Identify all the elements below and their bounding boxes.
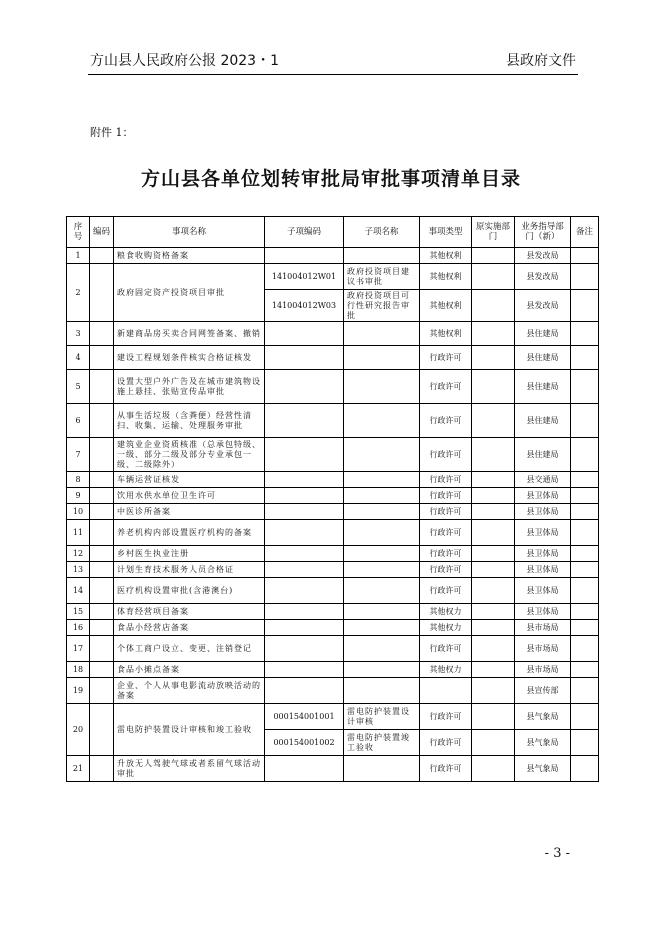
remark <box>571 678 599 704</box>
table-row <box>67 520 599 546</box>
guidance-dept: 县宣传部 <box>515 678 571 704</box>
original-dept <box>472 546 515 562</box>
remark <box>571 520 599 546</box>
item-type: 其他权力 <box>420 604 472 620</box>
original-dept <box>472 404 515 438</box>
row-number: 11 <box>67 520 90 546</box>
row-number: 17 <box>67 636 90 662</box>
sub-item-code <box>265 562 344 578</box>
remark <box>571 704 599 730</box>
table-row <box>67 704 599 730</box>
row-code <box>90 636 114 662</box>
original-dept <box>472 578 515 604</box>
row-number: 20 <box>67 704 90 756</box>
table-row <box>67 620 599 636</box>
row-number: 15 <box>67 604 90 620</box>
row-code <box>90 620 114 636</box>
sub-item-code: 000154001001 <box>265 704 344 730</box>
row-number: 8 <box>67 472 90 488</box>
item-type: 行政许可 <box>420 504 472 520</box>
guidance-dept: 县卫体局 <box>515 546 571 562</box>
item-name: 从事生活垃圾（含粪便）经营性清扫、收集、运输、处理服务审批 <box>114 404 265 438</box>
sub-item-code <box>265 546 344 562</box>
guidance-dept: 县住建局 <box>515 322 571 346</box>
item-type: 行政许可 <box>420 756 472 782</box>
remark <box>571 578 599 604</box>
guidance-dept: 县市场局 <box>515 636 571 662</box>
row-number: 4 <box>67 346 90 370</box>
row-number: 2 <box>67 264 90 322</box>
table-row <box>67 756 599 782</box>
remark <box>571 604 599 620</box>
table-row <box>67 438 599 472</box>
row-code <box>90 678 114 704</box>
original-dept <box>472 662 515 678</box>
table-row <box>67 662 599 678</box>
sub-item-code <box>265 604 344 620</box>
item-name: 医疗机构设置审批(含港澳台) <box>114 578 265 604</box>
remark <box>571 404 599 438</box>
item-name: 计划生育技术服务人员合格证 <box>114 562 265 578</box>
item-type: 行政许可 <box>420 438 472 472</box>
item-name: 建设工程规划条件核实合格证核发 <box>114 346 265 370</box>
sub-item-name <box>344 322 420 346</box>
guidance-dept: 县气象局 <box>515 756 571 782</box>
document-title: 方山县各单位划转审批局审批事项清单目录 <box>140 168 521 190</box>
sub-item-code <box>265 620 344 636</box>
item-type: 行政许可 <box>420 730 472 756</box>
item-type: 行政许可 <box>420 404 472 438</box>
item-name: 养老机构内部设置医疗机构的备案 <box>114 520 265 546</box>
row-number: 18 <box>67 662 90 678</box>
original-dept <box>472 488 515 504</box>
item-type: 其他权利 <box>420 322 472 346</box>
row-number: 9 <box>67 488 90 504</box>
item-name: 饮用水供水单位卫生许可 <box>114 488 265 504</box>
original-dept <box>472 756 515 782</box>
item-type <box>420 678 472 704</box>
sub-item-code <box>265 404 344 438</box>
item-type: 其他权力 <box>420 662 472 678</box>
sub-item-code <box>265 662 344 678</box>
item-type: 其他权力 <box>420 620 472 636</box>
row-code <box>90 346 114 370</box>
col-header-no: 序号 <box>67 217 90 248</box>
sub-item-name <box>344 678 420 704</box>
guidance-dept: 县卫体局 <box>515 520 571 546</box>
row-number: 10 <box>67 504 90 520</box>
sub-item-code <box>265 370 344 404</box>
section-label: 县政府文件 <box>506 53 576 69</box>
remark <box>571 756 599 782</box>
guidance-dept: 县住建局 <box>515 346 571 370</box>
row-code <box>90 520 114 546</box>
item-type: 行政许可 <box>420 578 472 604</box>
sub-item-name <box>344 578 420 604</box>
sub-item-name: 雷电防护装置设计审核 <box>344 704 420 730</box>
guidance-dept: 县卫体局 <box>515 578 571 604</box>
remark <box>571 472 599 488</box>
remark <box>571 504 599 520</box>
sub-item-code <box>265 322 344 346</box>
original-dept <box>472 730 515 756</box>
item-name: 中医诊所备案 <box>114 504 265 520</box>
row-code <box>90 404 114 438</box>
original-dept <box>472 678 515 704</box>
original-dept <box>472 248 515 264</box>
gazette-title: 方山县人民政府公报 2023・1 <box>90 53 279 69</box>
guidance-dept: 县发改局 <box>515 264 571 290</box>
table-row <box>67 604 599 620</box>
row-number: 1 <box>67 248 90 264</box>
item-type: 行政许可 <box>420 472 472 488</box>
sub-item-code: 141004012W01 <box>265 264 344 290</box>
page-header <box>90 50 576 72</box>
sub-item-code <box>265 248 344 264</box>
sub-item-code <box>265 488 344 504</box>
sub-item-code <box>265 438 344 472</box>
sub-item-code <box>265 636 344 662</box>
sub-item-code <box>265 578 344 604</box>
row-code <box>90 662 114 678</box>
row-number: 21 <box>67 756 90 782</box>
table-row <box>67 678 599 704</box>
sub-item-code <box>265 346 344 370</box>
sub-item-name <box>344 662 420 678</box>
original-dept <box>472 264 515 290</box>
row-number: 7 <box>67 438 90 472</box>
guidance-dept: 县市场局 <box>515 662 571 678</box>
table-header-row <box>67 217 599 248</box>
table-row <box>67 472 599 488</box>
table-row <box>67 248 599 264</box>
row-code <box>90 604 114 620</box>
remark <box>571 636 599 662</box>
sub-item-name: 政府投资项目可行性研究报告审批 <box>344 290 420 322</box>
guidance-dept: 县住建局 <box>515 438 571 472</box>
guidance-dept: 县气象局 <box>515 704 571 730</box>
sub-item-name <box>344 404 420 438</box>
row-code <box>90 322 114 346</box>
row-number: 16 <box>67 620 90 636</box>
sub-item-name <box>344 472 420 488</box>
item-name: 车辆运营证核发 <box>114 472 265 488</box>
row-number: 12 <box>67 546 90 562</box>
remark <box>571 488 599 504</box>
guidance-dept: 县卫体局 <box>515 604 571 620</box>
row-number: 5 <box>67 370 90 404</box>
remark <box>571 662 599 678</box>
table-row <box>67 562 599 578</box>
sub-item-name <box>344 370 420 404</box>
row-code <box>90 546 114 562</box>
col-header-subcode: 子项编码 <box>265 217 344 248</box>
table-row <box>67 504 599 520</box>
guidance-dept: 县住建局 <box>515 404 571 438</box>
item-type: 行政许可 <box>420 562 472 578</box>
row-code <box>90 438 114 472</box>
remark <box>571 290 599 322</box>
guidance-dept: 县气象局 <box>515 730 571 756</box>
attachment-label: 附件 1： <box>90 126 134 139</box>
row-code <box>90 562 114 578</box>
remark <box>571 730 599 756</box>
guidance-dept: 县卫体局 <box>515 504 571 520</box>
row-code <box>90 472 114 488</box>
table-row <box>67 264 599 290</box>
sub-item-name <box>344 248 420 264</box>
original-dept <box>472 604 515 620</box>
col-header-code: 编码 <box>90 217 114 248</box>
original-dept <box>472 636 515 662</box>
approval-items-table <box>66 216 599 782</box>
sub-item-code <box>265 520 344 546</box>
sub-item-name <box>344 756 420 782</box>
sub-item-name <box>344 504 420 520</box>
remark <box>571 264 599 290</box>
sub-item-name <box>344 346 420 370</box>
header-divider <box>88 74 578 75</box>
row-code <box>90 370 114 404</box>
sub-item-code: 141004012W03 <box>265 290 344 322</box>
remark <box>571 346 599 370</box>
table-row <box>67 404 599 438</box>
item-type: 行政许可 <box>420 546 472 562</box>
item-type: 行政许可 <box>420 704 472 730</box>
remark <box>571 322 599 346</box>
item-type: 行政许可 <box>420 346 472 370</box>
row-number: 19 <box>67 678 90 704</box>
item-type: 行政许可 <box>420 488 472 504</box>
table-row <box>67 578 599 604</box>
item-name: 粮食收购资格备案 <box>114 248 265 264</box>
item-name: 升放无人驾驶气球或者系留气球活动审批 <box>114 756 265 782</box>
col-header-type: 事项类型 <box>420 217 472 248</box>
guidance-dept: 县发改局 <box>515 248 571 264</box>
original-dept <box>472 290 515 322</box>
table-row <box>67 370 599 404</box>
guidance-dept: 县交通局 <box>515 472 571 488</box>
remark <box>571 438 599 472</box>
row-number: 3 <box>67 322 90 346</box>
remark <box>571 620 599 636</box>
item-type: 其他权利 <box>420 248 472 264</box>
remark <box>571 546 599 562</box>
sub-item-code <box>265 472 344 488</box>
remark <box>571 370 599 404</box>
table-row <box>67 546 599 562</box>
table-row <box>67 488 599 504</box>
sub-item-name <box>344 620 420 636</box>
row-code <box>90 504 114 520</box>
sub-item-name: 雷电防护装置竣工验收 <box>344 730 420 756</box>
sub-item-code <box>265 678 344 704</box>
guidance-dept: 县卫体局 <box>515 488 571 504</box>
row-number: 14 <box>67 578 90 604</box>
table-row <box>67 322 599 346</box>
original-dept <box>472 438 515 472</box>
original-dept <box>472 562 515 578</box>
original-dept <box>472 504 515 520</box>
original-dept <box>472 704 515 730</box>
sub-item-name <box>344 546 420 562</box>
item-name: 新建商品房买卖合同网签备案、撤销 <box>114 322 265 346</box>
item-name: 乡村医生执业注册 <box>114 546 265 562</box>
original-dept <box>472 322 515 346</box>
item-name: 雷电防护装置设计审核和竣工验收 <box>114 704 265 756</box>
row-code <box>90 756 114 782</box>
original-dept <box>472 346 515 370</box>
sub-item-name: 政府投资项目建议书审批 <box>344 264 420 290</box>
col-header-name: 事项名称 <box>114 217 265 248</box>
col-header-subname: 子项名称 <box>344 217 420 248</box>
sub-item-code <box>265 504 344 520</box>
item-name: 政府固定资产投资项目审批 <box>114 264 265 322</box>
row-code <box>90 704 114 756</box>
item-type: 行政许可 <box>420 370 472 404</box>
item-name: 食品小摊点备案 <box>114 662 265 678</box>
sub-item-name <box>344 488 420 504</box>
page-number: - 3 - <box>544 846 570 861</box>
item-type: 其他权利 <box>420 264 472 290</box>
col-header-orig-dept: 原实施部门 <box>472 217 515 248</box>
item-type: 其他权利 <box>420 290 472 322</box>
item-name: 食品小经营店备案 <box>114 620 265 636</box>
sub-item-code: 000154001002 <box>265 730 344 756</box>
guidance-dept: 县发改局 <box>515 290 571 322</box>
row-number: 13 <box>67 562 90 578</box>
item-type: 行政许可 <box>420 520 472 546</box>
sub-item-name <box>344 562 420 578</box>
sub-item-name <box>344 604 420 620</box>
item-name: 企业、个人从事电影流动放映活动的备案 <box>114 678 265 704</box>
original-dept <box>472 520 515 546</box>
row-code <box>90 248 114 264</box>
item-type: 行政许可 <box>420 636 472 662</box>
guidance-dept: 县市场局 <box>515 620 571 636</box>
row-code <box>90 264 114 322</box>
item-name: 体育经营项目备案 <box>114 604 265 620</box>
table-row <box>67 636 599 662</box>
guidance-dept: 县卫体局 <box>515 562 571 578</box>
row-code <box>90 488 114 504</box>
sub-item-name <box>344 636 420 662</box>
guidance-dept: 县住建局 <box>515 370 571 404</box>
remark <box>571 562 599 578</box>
item-name: 建筑业企业资质核准（总承包特级、一级、部分二级及部分专业承包一级、二级除外） <box>114 438 265 472</box>
col-header-guide-dept: 业务指导部门（新） <box>515 217 571 248</box>
remark <box>571 248 599 264</box>
sub-item-name <box>344 438 420 472</box>
item-name: 设置大型户外广告及在城市建筑物设施上悬挂、张贴宣传品审批 <box>114 370 265 404</box>
table-row <box>67 346 599 370</box>
original-dept <box>472 370 515 404</box>
col-header-remark: 备注 <box>571 217 599 248</box>
sub-item-code <box>265 756 344 782</box>
row-number: 6 <box>67 404 90 438</box>
sub-item-name <box>344 520 420 546</box>
original-dept <box>472 472 515 488</box>
row-code <box>90 578 114 604</box>
original-dept <box>472 620 515 636</box>
item-name: 个体工商户设立、变更、注销登记 <box>114 636 265 662</box>
